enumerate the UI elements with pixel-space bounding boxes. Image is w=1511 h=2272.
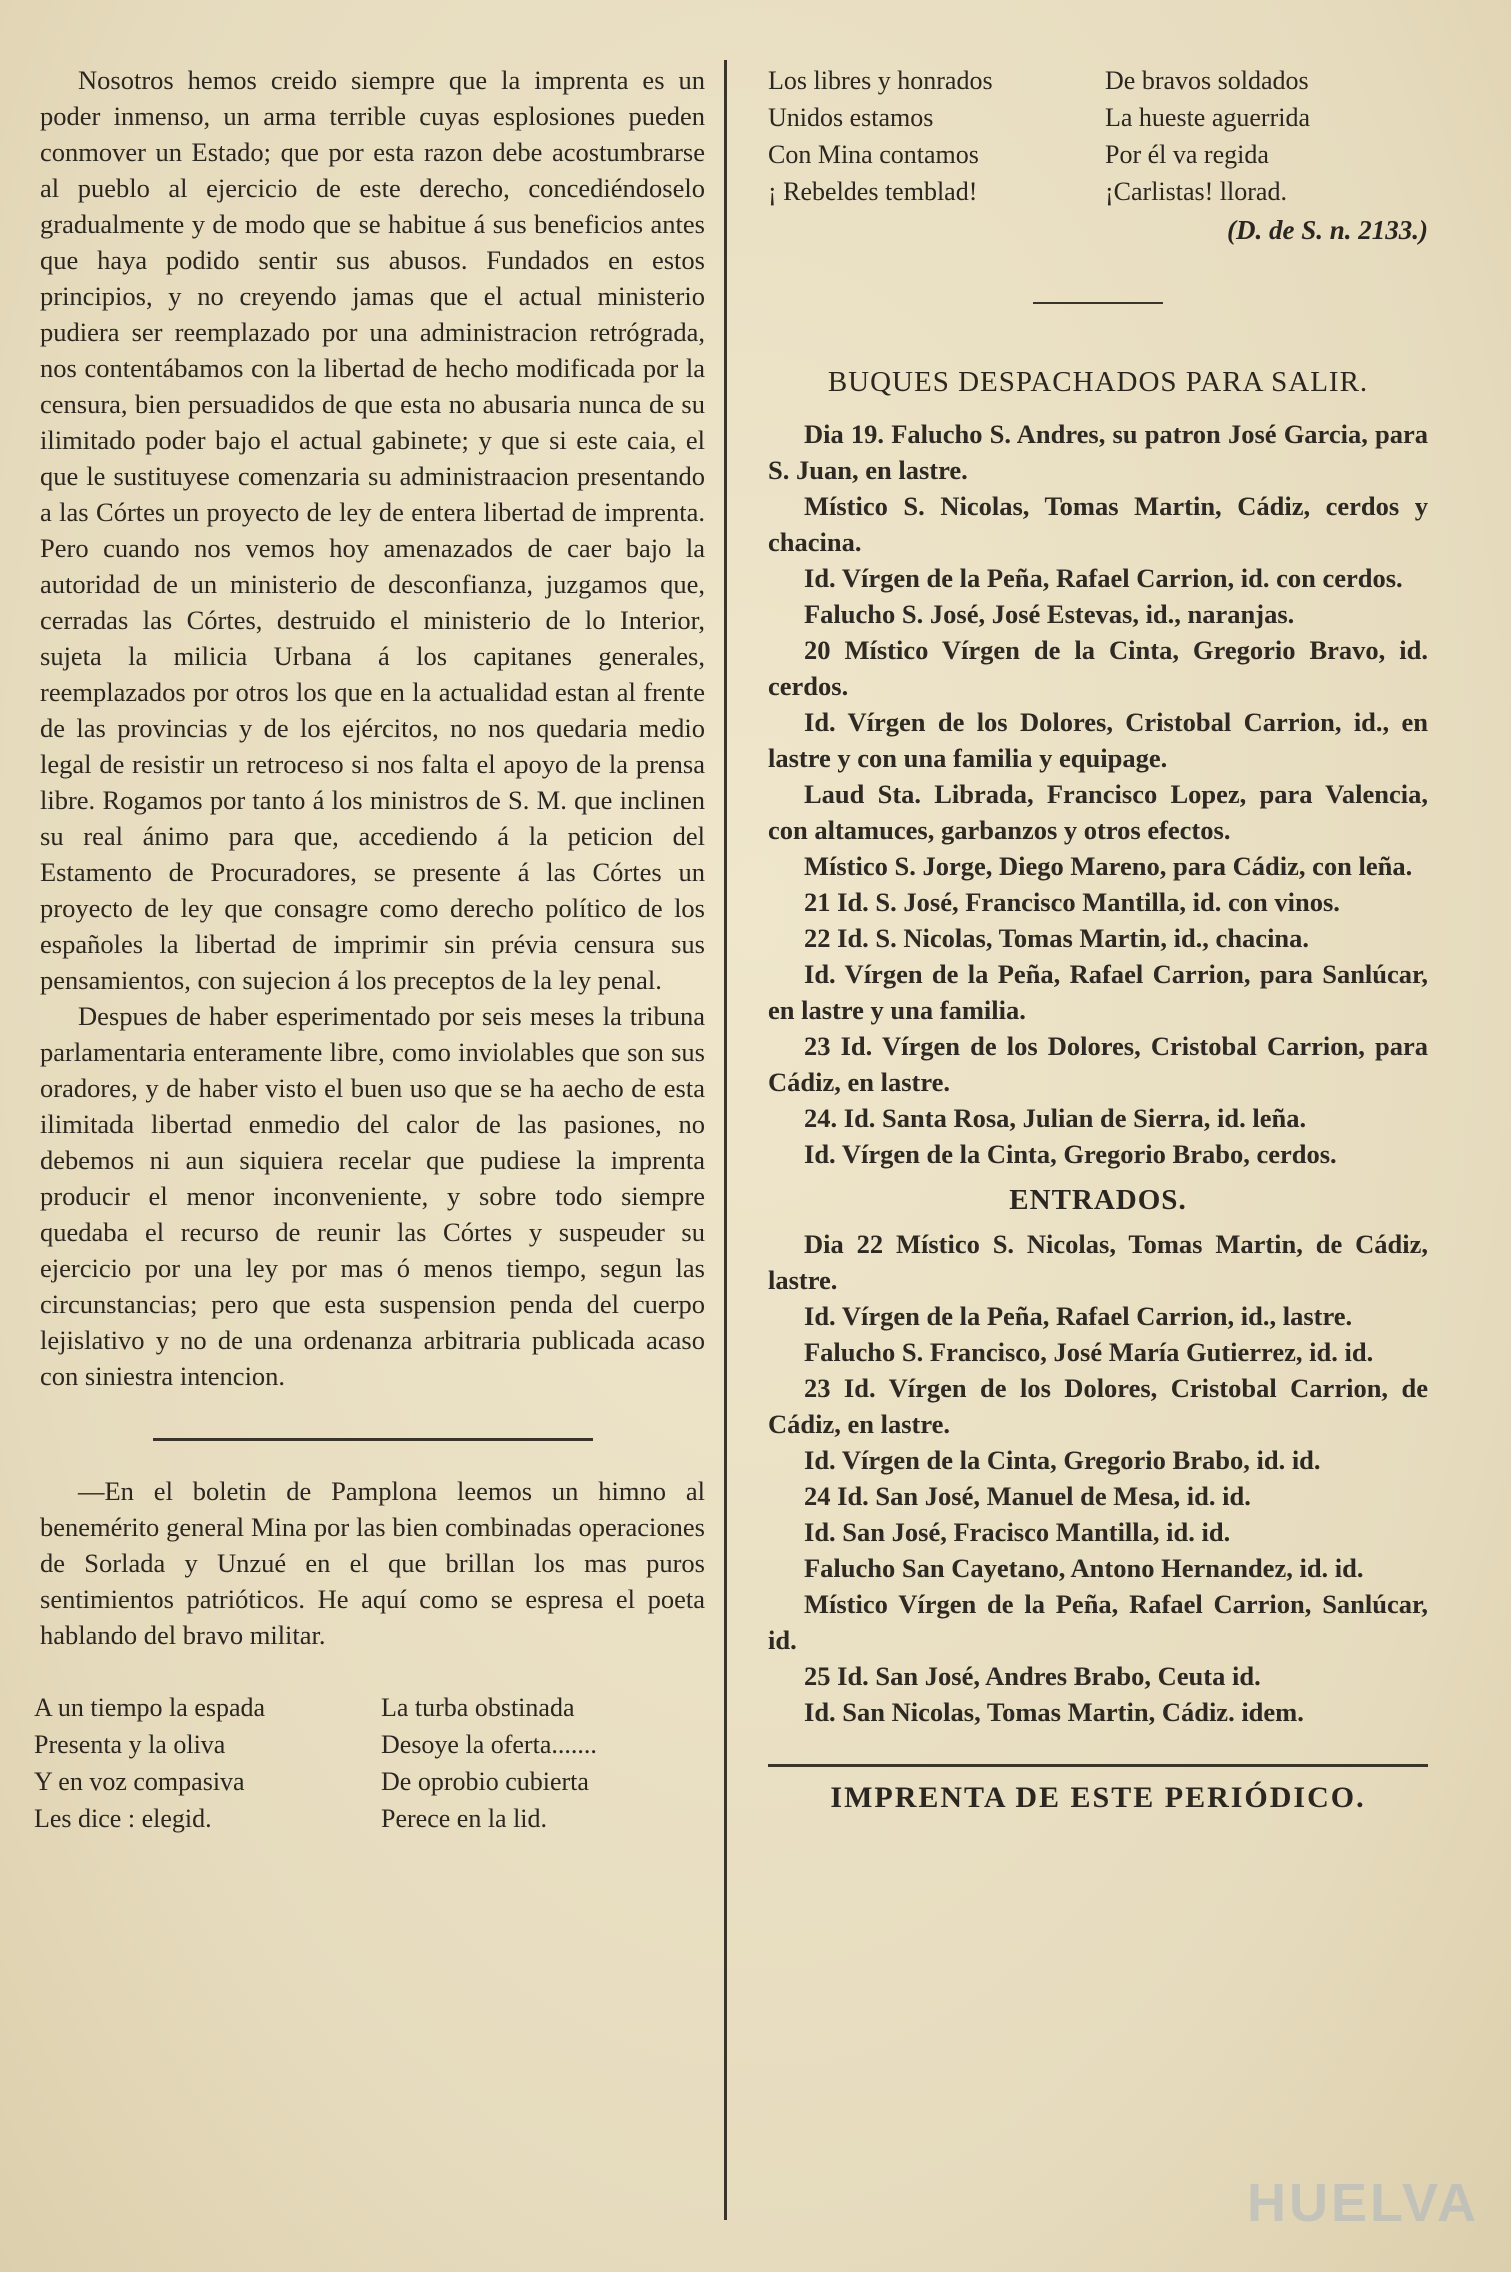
- left-column: [34, 62, 705, 1837]
- poem-stanza: [1105, 62, 1428, 210]
- list-item: 24 Id. San José, Manuel de Mesa, id. id.: [804, 1481, 1251, 1511]
- footer-rule: [768, 1764, 1428, 1767]
- poem-right: [768, 62, 1428, 210]
- list-item: Falucho S. José, José Estevas, id., naranjas.: [804, 599, 1295, 629]
- list-item: Falucho San Cayetano, Antono Hernandez, id. id.: [804, 1553, 1364, 1583]
- entrados-list: [768, 1226, 1428, 1730]
- column-divider: [724, 60, 727, 2220]
- poem-line: De bravos soldados: [1105, 66, 1309, 95]
- list-item: 25 Id. San José, Andres Brabo, Ceuta id.: [804, 1661, 1261, 1691]
- section-title-entrados: ENTRADOS.: [1009, 1184, 1187, 1216]
- section-title-despachados: BUQUES DESPACHADOS PARA SALIR.: [827, 366, 1369, 398]
- poem-line: ¡Carlistas! llorad.: [1105, 177, 1287, 206]
- paragraph-boletin: —En el boletin de Pamplona leemos un himno al benemérito general Mina por las bien combinadas operaciones de Sorlada y Unzué en el que brillan los mas puros sentimientos patrióticos. He aquí como se espresa el poeta hablando del bravo militar.: [40, 1476, 705, 1650]
- list-item: Místico S. Jorge, Diego Mareno, para Cádiz, con leña.: [804, 851, 1413, 881]
- list-item: Id. San José, Fracisco Mantilla, id. id.: [804, 1517, 1231, 1547]
- despachados-list: [768, 416, 1428, 1172]
- poem-line: Unidos estamos: [768, 103, 934, 132]
- list-item: Id. Vírgen de la Peña, Rafael Carrion, id., lastre.: [804, 1301, 1353, 1331]
- poem-stanza: [768, 62, 1091, 210]
- list-item: Id. Vírgen de la Peña, Rafael Carrion, id. con cerdos.: [804, 563, 1403, 593]
- list-item: 24. Id. Santa Rosa, Julian de Sierra, id. leña.: [804, 1103, 1307, 1133]
- list-item: Id. Vírgen de los Dolores, Cristobal Carrion, id., en lastre y con una familia y equipage.: [768, 707, 1428, 773]
- poem-line: A un tiempo la espada: [34, 1693, 266, 1722]
- poem-stanza: [34, 1689, 367, 1837]
- list-item: Id. Vírgen de la Peña, Rafael Carrion, para Sanlúcar, en lastre y una familia.: [768, 959, 1428, 1025]
- list-item: Místico S. Nicolas, Tomas Martin, Cádiz, cerdos y chacina.: [768, 491, 1428, 557]
- list-item: 23 Id. Vírgen de los Dolores, Cristobal Carrion, para Cádiz, en lastre.: [768, 1031, 1428, 1097]
- list-item: Laud Sta. Librada, Francisco Lopez, para Valencia, con altamuces, garbanzos y otros efectos.: [768, 779, 1428, 845]
- list-item: Dia 19. Falucho S. Andres, su patron José Garcia, para S. Juan, en lastre.: [768, 419, 1428, 485]
- poem-line: Por él va regida: [1105, 140, 1269, 169]
- poem-left: [34, 1689, 714, 1837]
- poem-stanza: [381, 1689, 714, 1837]
- list-item: Místico Vírgen de la Peña, Rafael Carrion, Sanlúcar, id.: [768, 1589, 1428, 1655]
- poem-line: De oprobio cubierta: [381, 1767, 589, 1796]
- poem-line: La turba obstinada: [381, 1693, 575, 1722]
- list-item: Falucho S. Francisco, José María Gutierrez, id. id.: [804, 1337, 1374, 1367]
- poem-line: Con Mina contamos: [768, 140, 979, 169]
- source-signature: (D. de S. n. 2133.): [1227, 215, 1428, 245]
- poem-line: Y en voz compasiva: [34, 1767, 245, 1796]
- list-item: Id. San Nicolas, Tomas Martin, Cádiz. idem.: [804, 1697, 1304, 1727]
- list-item: Dia 22 Místico S. Nicolas, Tomas Martin, de Cádiz, lastre.: [768, 1229, 1428, 1295]
- poem-line: Presenta y la oliva: [34, 1730, 226, 1759]
- list-item: 22 Id. S. Nicolas, Tomas Martin, id., chacina.: [804, 923, 1310, 953]
- list-item: Id. Vírgen de la Cinta, Gregorio Brabo, cerdos.: [804, 1139, 1337, 1169]
- section-rule: [1033, 302, 1163, 304]
- poem-line: ¡ Rebeldes temblad!: [768, 177, 978, 206]
- right-column: [768, 62, 1428, 1815]
- library-watermark: HUELVA: [1247, 2173, 1479, 2233]
- list-item: 21 Id. S. José, Francisco Mantilla, id. con vinos.: [804, 887, 1340, 917]
- poem-line: La hueste aguerrida: [1105, 103, 1311, 132]
- list-item: 23 Id. Vírgen de los Dolores, Cristobal Carrion, de Cádiz, en lastre.: [768, 1373, 1428, 1439]
- list-item: 20 Místico Vírgen de la Cinta, Gregorio Bravo, id. cerdos.: [768, 635, 1428, 701]
- poem-line: Perece en la lid.: [381, 1804, 548, 1833]
- list-item: Id. Vírgen de la Cinta, Gregorio Brabo, id. id.: [804, 1445, 1321, 1475]
- paragraph-tribuna: Despues de haber esperimentado por seis meses la tribuna parlamentaria enteramente libre, como inviolables que son sus oradores, y de haber visto el buen uso que se ha aecho de esta ilimitada libertad enmedio del calor de las pasiones, no debemos ni aun siquiera recelar que pudiese la imprenta producir el menor inconveniente, y sobre todo siempre quedaba el recurso de reunir las Córtes y suspeuder su ejercicio por una ley por mas ó menos tiempo, segun las circunstancias; pero que esta suspension penda del cuerpo lejislativo y no de una ordenanza arbitraria publicada acaso con siniestra intencion.: [40, 1001, 705, 1391]
- poem-line: Les dice : elegid.: [34, 1804, 212, 1833]
- printer-footer: IMPRENTA DE ESTE PERIÓDICO.: [830, 1781, 1366, 1814]
- section-rule: [153, 1438, 593, 1441]
- poem-line: Los libres y honrados: [768, 66, 993, 95]
- paragraph-imprenta: Nosotros hemos creido siempre que la imprenta es un poder inmenso, un arma terrible cuyas esplosiones pueden conmover un Estado; que por esta razon debe acostumbrarse al pueblo al ejercicio de este derecho, concediéndoselo gradualmente y de modo que se habitue á sus beneficios antes que haya podido sentir sus abusos. Fundados en estos principios, y no creyendo jamas que el actual ministerio pudiera ser reemplazado por una administracion retrógrada, nos contentábamos con la libertad de hecho modificada por la censura, bien persuadidos de que esta no abusaria nunca de su ilimitado poder bajo el actual gabinete; y que si este caia, el que le sustituyese comenzaria su administraacion presentando a las Córtes un proyecto de ley de entera libertad de imprenta. Pero cuando nos vemos hoy amenazados de caer bajo la autoridad de un ministerio de desconfianza, juzgamos que, cerradas las Córtes, destruido el ministerio de lo Interior, sujeta la milicia Urbana á los capitanes generales, reemplazados por otros los que en la actualidad estan al frente de las provincias y de los ejércitos, no nos quedaria medio legal de resistir un retroceso si nos falta el apoyo de la prensa libre. Rogamos por tanto á los ministros de S. M. que inclinen su real ánimo para que, accediendo á la peticion del Estamento de Procuradores, se presente á las Córtes un proyecto de ley que consagre como derecho político de los españoles la libertad de imprimir sin prévia censura sus pensamientos, con sujecion á los preceptos de la ley penal.: [40, 65, 705, 995]
- poem-line: Desoye la oferta.......: [381, 1730, 597, 1759]
